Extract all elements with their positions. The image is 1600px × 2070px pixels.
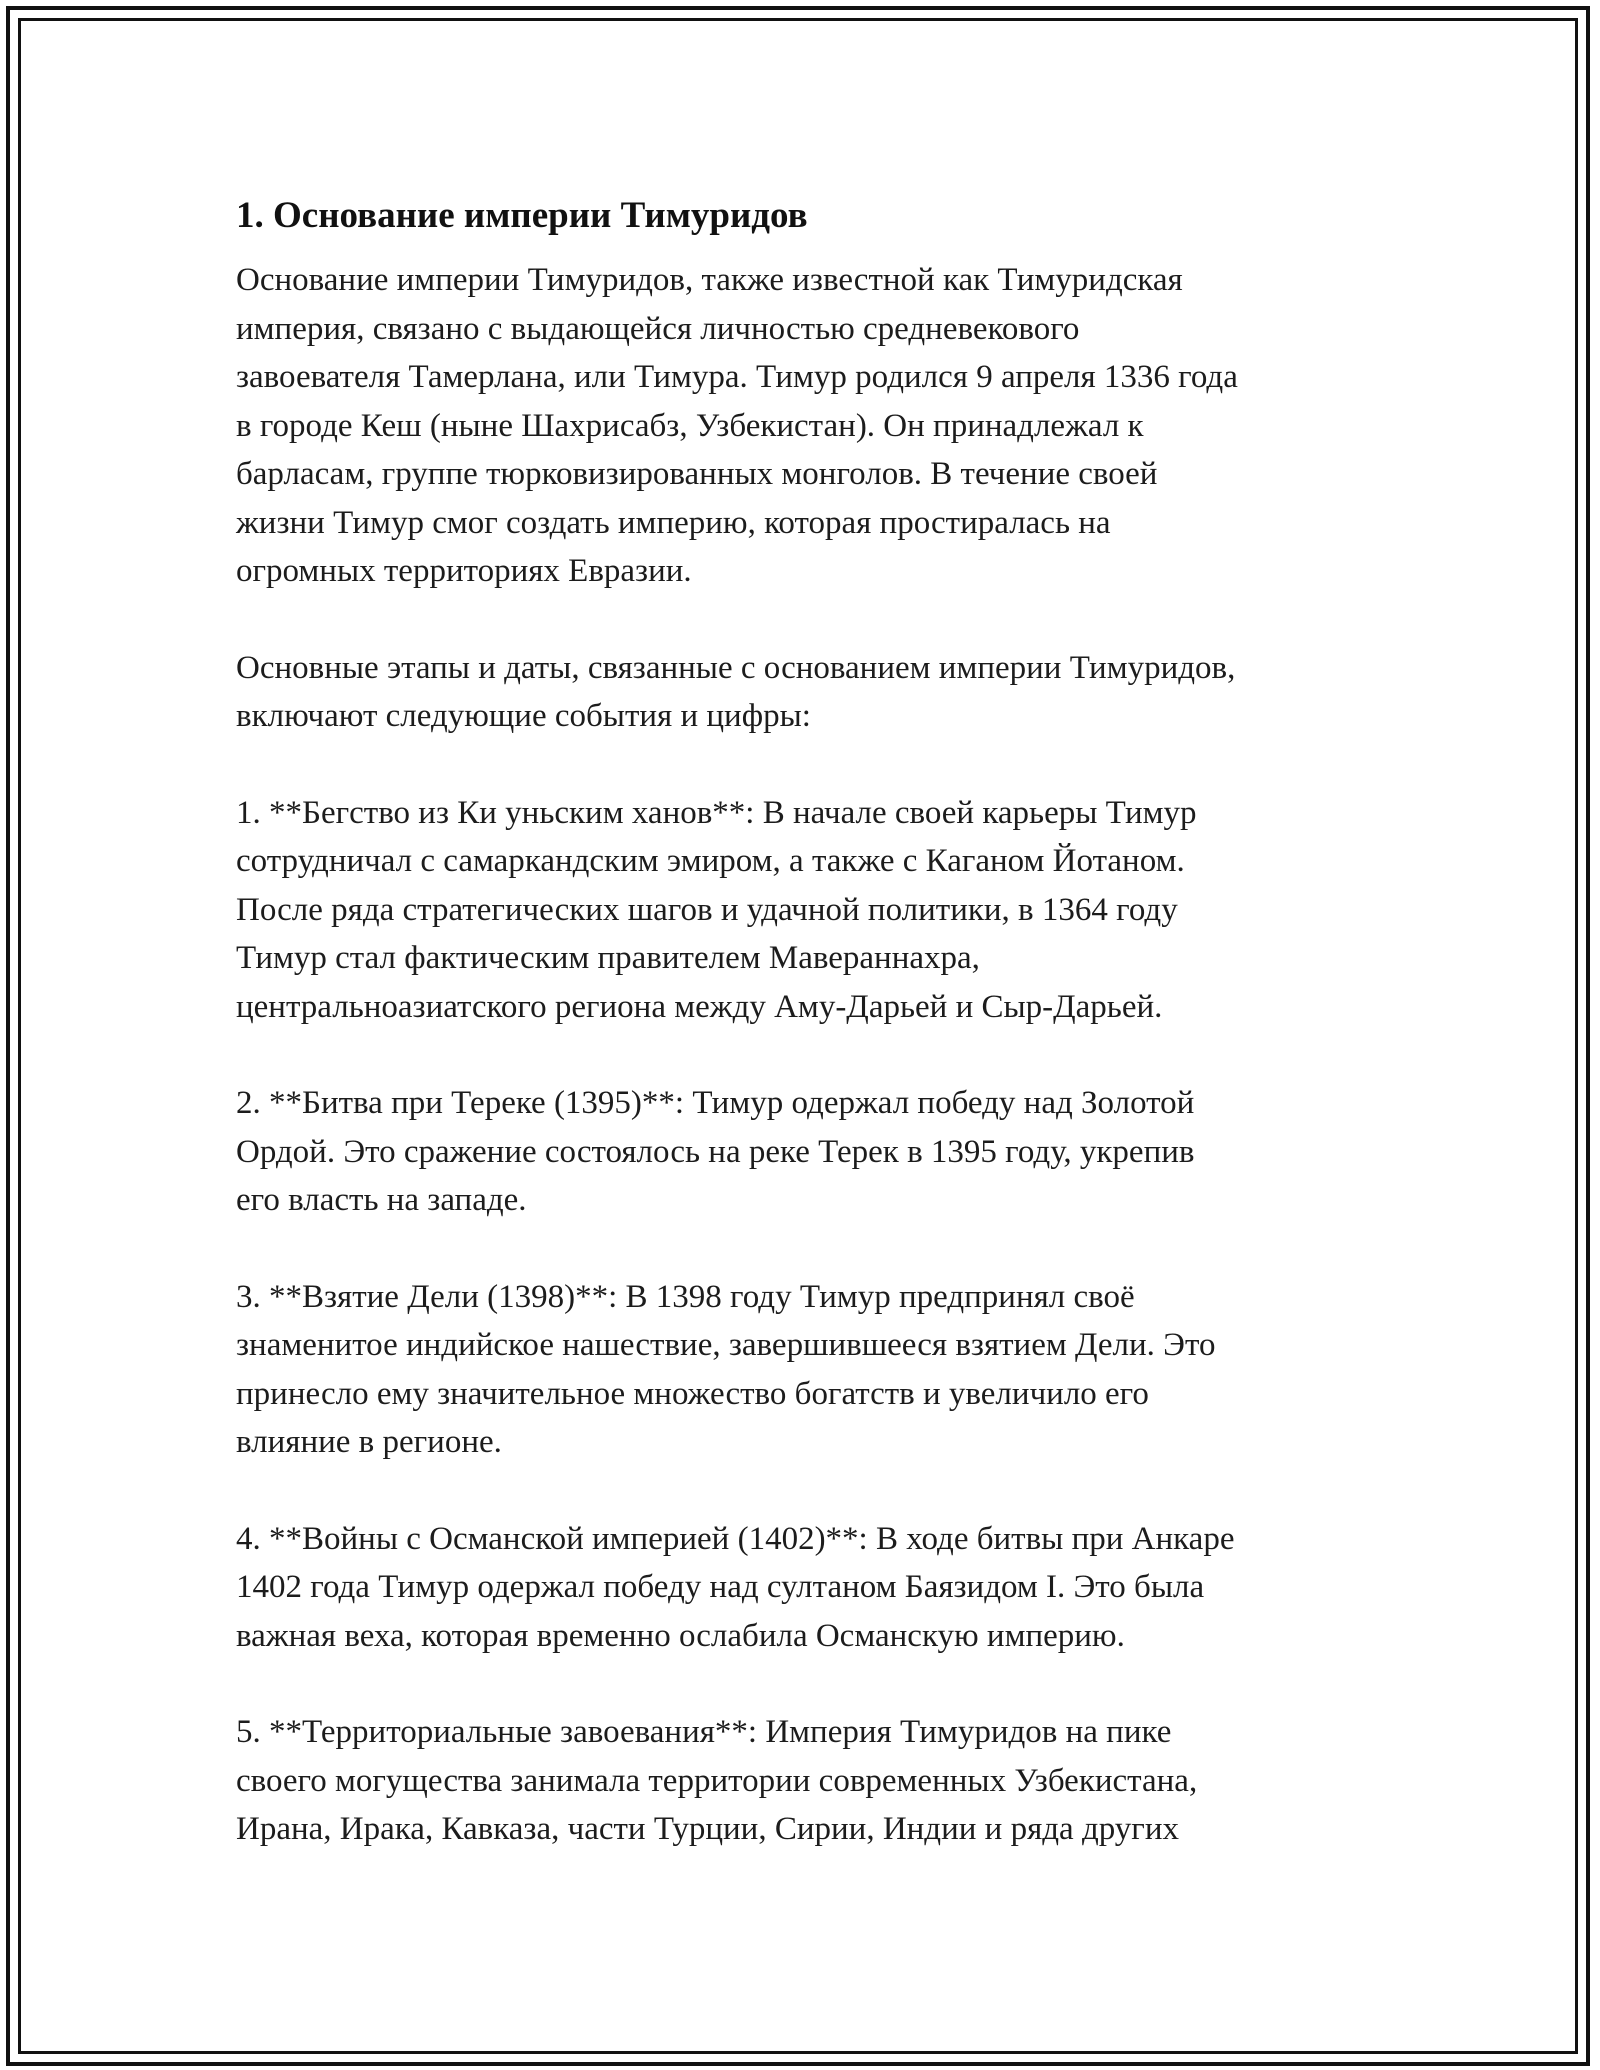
list-item-battle-terek: 2. **Битва при Тереке (1395)**: Тимур одержал победу над Золотой Ордой. Это сражение состоялось на реке Терек в 1395 году, укрепив его власть на западе. [236,1085,1195,1218]
list-item-territorial-conquests: 5. **Территориальные завоевания**: Империя Тимуридов на пике своего могущества занимала территории современных Узбекистана, Ирана, Ирака, Кавказа, части Турции, Сирии, Индии и ряда других [236,1714,1198,1847]
list-item-escape: 1. **Бегство из Ки уньским ханов**: В начале своей карьеры Тимур сотрудничал с самаркандским эмиром, а также с Каганом Йотаном. После ряда стратегических шагов и удачной политики, в 1364 году Тимур стал фактическим правителем Мавераннахра, центральноазиатского региона между Аму-Дарьей и Сыр-Дарьей. [236,794,1197,1025]
list-item-ottoman-wars: 4. **Войны с Османской империей (1402)**: В ходе битвы при Анкаре 1402 года Тимур одержал победу над султаном Баязидом I. Это была важная веха, которая временно ослабила Османскую империю. [236,1520,1235,1654]
paragraph-intro: Основание империи Тимуридов, также известной как Тимуридская империя, связано с выдающейся личностью средневекового завоевателя Тамерлана, или Тимура. Тимур родился 9 апреля 1336 года в городе Кеш (ныне Шахрисабз, Узбекистан). Он принадлежал к барласам, группе тюрковизированных монголов. В течение своей жизни Тимур смог создать империю, которая простиралась на огромных территориях Евразии. [236,262,1238,589]
document-title: 1. Основание империи Тимуридов [236,195,808,236]
list-item-capture-delhi: 3. **Взятие Дели (1398)**: В 1398 году Тимур предпринял своё знаменитое индийское нашествие, завершившееся взятием Дели. Это принесло ему значительное множество богатств и увеличило его влияние в регионе. [236,1278,1216,1460]
document-page [236,188,1376,1854]
paragraph-stages-intro: Основные этапы и даты, связанные с основанием империи Тимуридов, включают следующие события и цифры: [236,649,1236,734]
